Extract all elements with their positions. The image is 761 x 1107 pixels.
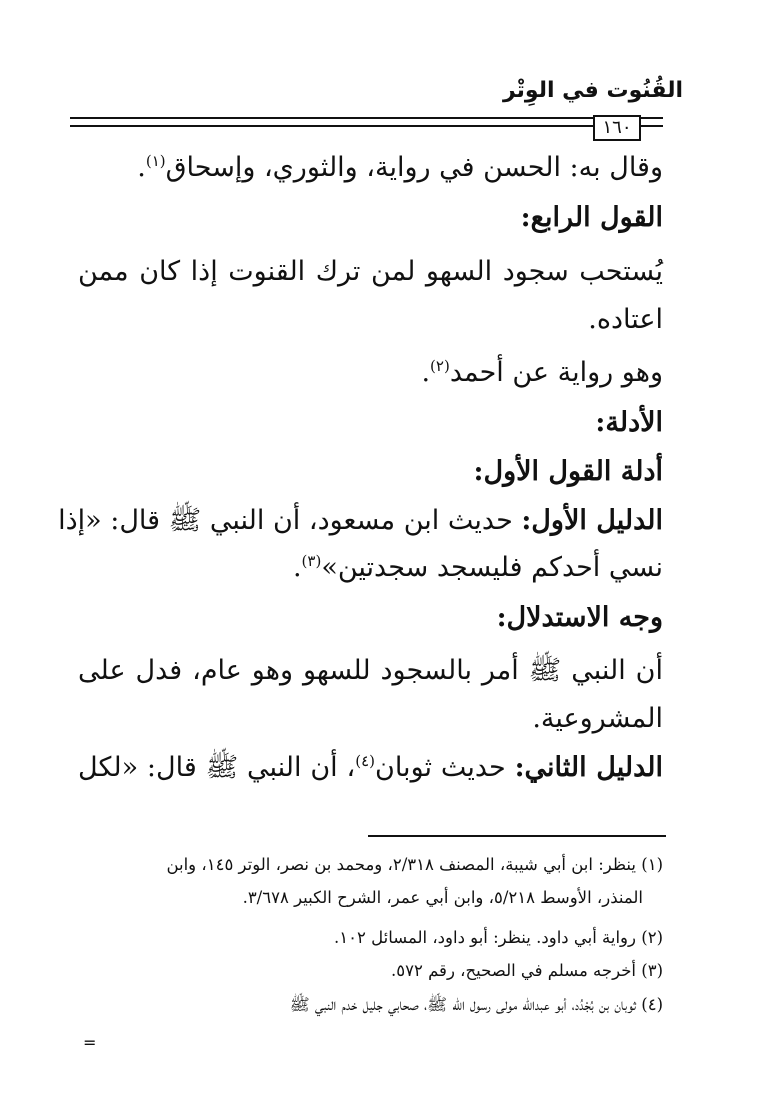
- heading-evidence: الأدلة:: [595, 407, 663, 438]
- continuation-mark: =: [83, 1033, 97, 1052]
- footnote-ref-1[interactable]: (١): [145, 152, 166, 170]
- footnote-2: (٢) رواية أبي داود. ينظر: أبو داود، المسائل ١٠٢.: [334, 928, 663, 947]
- body-text: حديث ابن مسعود، أن النبي ﷺ قال: «إذا: [58, 505, 522, 536]
- body-text: نسي أحدكم فليسجد سجدتين»: [321, 552, 663, 583]
- page-number: ١٦٠: [593, 115, 641, 141]
- punctuation: .: [137, 152, 146, 183]
- body-line-12: المشروعية.: [532, 703, 663, 734]
- footnote-3: (٣) أخرجه مسلم في الصحيح، رقم ٥٧٢.: [390, 961, 663, 980]
- body-text: حديث ثوبان: [375, 752, 515, 783]
- body-line-13: [78, 748, 663, 788]
- body-line-5: [421, 353, 663, 393]
- heading-first-opinion-evidence: أدلة القول الأول:: [473, 456, 663, 487]
- header-rule-right-bottom: [641, 125, 663, 127]
- body-line-3: يُستحب سجود السهو لمن ترك القنوت إذا كان ممن: [78, 256, 663, 287]
- punctuation: .: [292, 552, 302, 583]
- running-header-title: القُنُوت في الوِتْر: [502, 78, 683, 103]
- body-line-4: اعتاده.: [588, 304, 663, 335]
- footnote-4: (٤) ثوبان بن بُجْدُد، أبو عبدالله مولى رسول الله ﷺ، صحابي جليل خدم النبي ﷺ: [289, 995, 663, 1014]
- evidence-label-first: الدليل الأول:: [521, 505, 663, 536]
- footnote-ref-2[interactable]: (٢): [430, 357, 450, 375]
- body-text: ، أن النبي ﷺ قال: «لكل: [78, 752, 356, 783]
- header-rule-top: [70, 117, 593, 119]
- footnote-separator: [368, 835, 666, 837]
- body-line-11: أن النبي ﷺ أمر بالسجود للسهو وهو عام، فدل على: [78, 655, 663, 686]
- footnote-1-continued: المنذر، الأوسط ٥/٢١٨، وابن أبي عمر، الشرح الكبير ٣/٦٧٨.: [242, 888, 643, 907]
- footnote-ref-4[interactable]: (٤): [355, 752, 375, 770]
- body-line-1: [137, 148, 663, 188]
- evidence-label-second: الدليل الثاني:: [514, 752, 664, 783]
- punctuation: .: [421, 357, 431, 388]
- header-rule-bottom: [70, 125, 593, 127]
- body-line-9: [293, 548, 663, 588]
- body-line-8: [58, 501, 663, 541]
- heading-fourth-opinion: القول الرابع:: [520, 202, 663, 233]
- heading-inference: وجه الاستدلال:: [496, 602, 663, 633]
- body-text: وقال به: الحسن في رواية، والثوري، وإسحاق: [165, 152, 663, 183]
- body-text: وهو رواية عن أحمد: [449, 357, 663, 388]
- footnote-1: (١) ينظر: ابن أبي شيبة، المصنف ٢/٣١٨، ومحمد بن نصر، الوتر ١٤٥، وابن: [166, 855, 663, 874]
- footnote-ref-3[interactable]: (٣): [301, 552, 322, 570]
- header-rule-right-top: [641, 117, 663, 119]
